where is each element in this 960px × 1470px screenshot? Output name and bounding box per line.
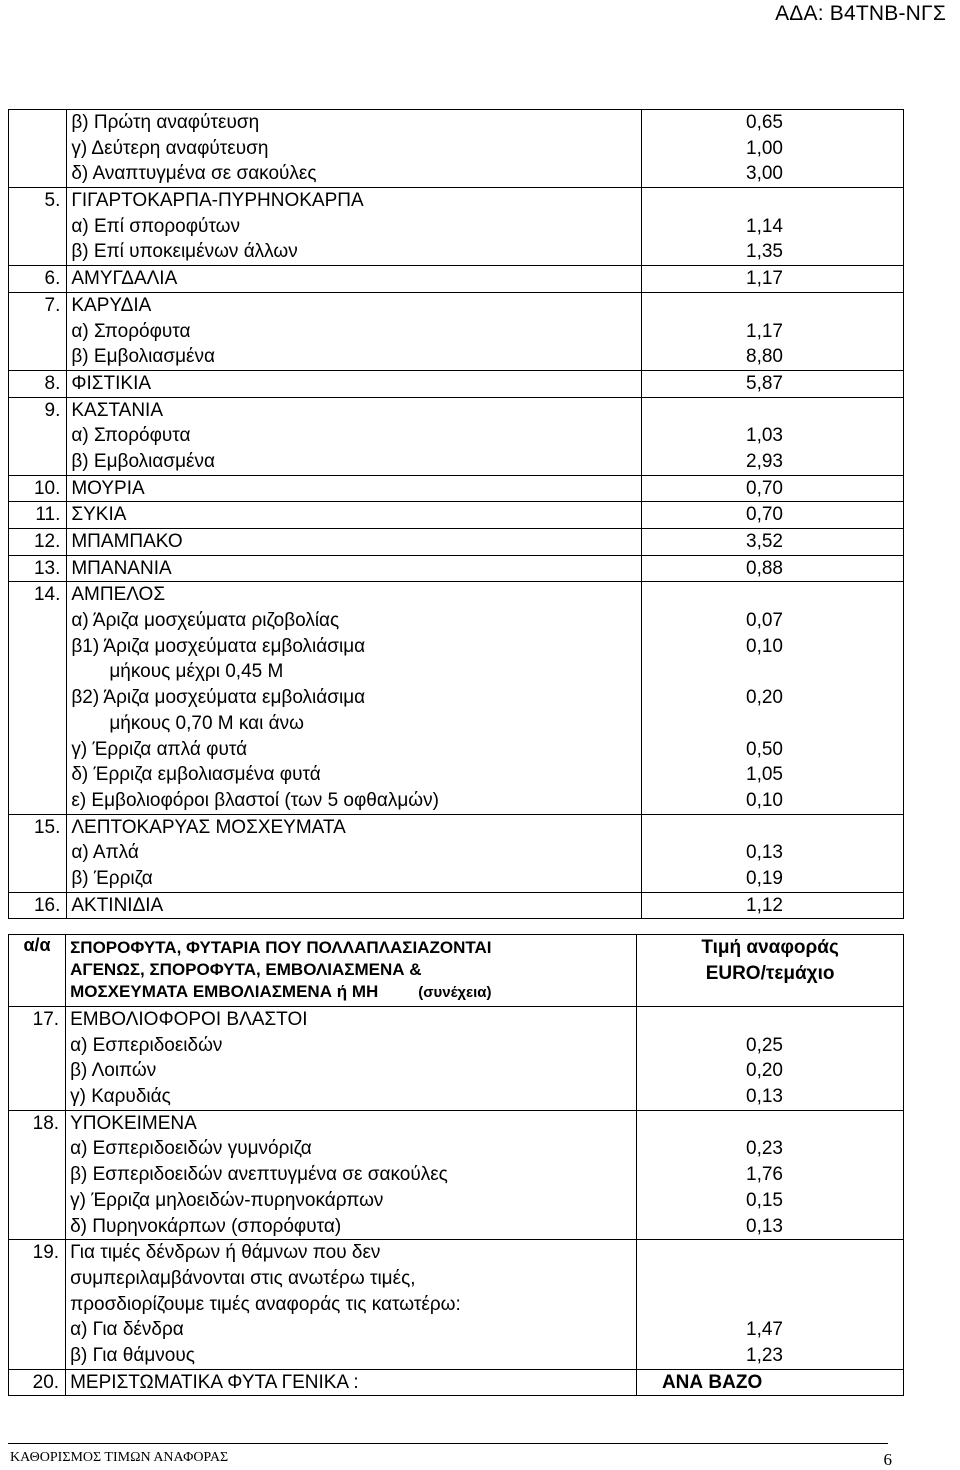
price-value: 0,88 xyxy=(746,557,783,579)
description-line: ΛΕΠΤΟΚΑΡΥΑΣ ΜΟΣΧΕΥΜΑΤΑ xyxy=(71,816,346,838)
table-row xyxy=(9,292,904,370)
header-price-line: Τιμή αναφοράς xyxy=(701,937,839,958)
item-price xyxy=(641,475,903,502)
price-value xyxy=(646,815,783,841)
item-price xyxy=(641,529,903,556)
price-value: 0,20 xyxy=(746,1060,783,1082)
description-line: α) Άριζα μοσχεύματα ριζοβολίας xyxy=(71,610,340,632)
header-number-col: α/α xyxy=(9,935,66,1007)
item-price xyxy=(637,1110,904,1239)
header-price-col xyxy=(637,935,904,1007)
price-value: 1,03 xyxy=(746,425,783,447)
item-number-text: 17. xyxy=(32,1009,60,1030)
price-value xyxy=(646,188,783,214)
item-description xyxy=(66,1007,637,1111)
price-value: 0,65 xyxy=(746,112,783,133)
footer-divider xyxy=(8,1443,888,1444)
item-price xyxy=(641,502,903,529)
description-line: β) Λοιπών xyxy=(70,1060,157,1082)
description-line: β1) Άριζα μοσχεύματα εμβολιάσιμα xyxy=(71,635,366,657)
description-line: δ) Έρριζα εμβολιασμένα φυτά xyxy=(71,764,321,786)
document-code: ΑΔΑ: Β4ΤΝΒ-ΝΓΣ xyxy=(775,2,946,25)
item-price xyxy=(637,1240,904,1369)
table-header-row xyxy=(9,935,904,1007)
description-line: γ) Δεύτερη αναφύτευση xyxy=(71,137,269,159)
item-description xyxy=(67,502,641,529)
item-number-text: 13. xyxy=(33,557,61,579)
header-description-col xyxy=(66,935,637,1007)
table-row xyxy=(9,110,904,188)
description-line: ΜΕΡΙΣΤΩΜΑΤΙΚΑ ΦΥΤΑ ΓΕΝΙΚΑ : xyxy=(70,1371,359,1393)
description-line: ΑΚΤΙΝΙΔΙΑ xyxy=(71,894,164,916)
price-value xyxy=(641,1007,783,1033)
price-value xyxy=(646,711,783,737)
item-number-text: 14. xyxy=(33,584,61,606)
description-line: ΜΠΑΜΠΑΚΟ xyxy=(71,531,183,552)
description-line: β) Εμβολιασμένα xyxy=(71,346,215,368)
description-line: α) Εσπεριδοειδών xyxy=(70,1034,223,1056)
description-line: β) Επί υποκειμένων άλλων xyxy=(71,241,298,263)
item-number xyxy=(9,475,67,502)
item-price xyxy=(641,188,903,266)
description-line: γ) Έρριζα απλά φυτά xyxy=(71,738,248,760)
price-value: 2,93 xyxy=(746,450,783,472)
price-value: 1,14 xyxy=(746,215,783,237)
price-value: 0,15 xyxy=(746,1189,783,1211)
item-price xyxy=(641,110,903,188)
description-line: συμπεριλαμβάνονται στις ανωτέρω τιμές, xyxy=(70,1267,416,1289)
item-price xyxy=(637,1007,904,1111)
description-line: β) Εμβολιασμένα xyxy=(71,450,215,472)
table-row xyxy=(9,529,904,556)
price-value: 0,20 xyxy=(746,687,783,709)
item-number xyxy=(9,292,67,370)
price-value xyxy=(646,293,783,319)
continuation-note: (συνέχεια) xyxy=(418,984,492,1001)
table-row xyxy=(9,475,904,502)
description-line: ΜΟΥΡΙΑ xyxy=(71,477,145,499)
description-line: ΚΑΡΥΔΙΑ xyxy=(71,294,152,316)
description-line: ΚΑΣΤΑΝΙΑ xyxy=(71,399,163,421)
description-line: β) Έρριζα xyxy=(71,867,153,889)
table-row xyxy=(9,266,904,293)
item-number-text: 19. xyxy=(32,1242,60,1264)
item-description xyxy=(67,397,641,475)
description-line: α) Απλά xyxy=(71,842,139,864)
description-line: β) Πρώτη αναφύτευση xyxy=(71,112,260,133)
item-description xyxy=(67,529,641,556)
price-value: 1,47 xyxy=(746,1319,783,1341)
item-number xyxy=(9,266,67,293)
item-price xyxy=(641,397,903,475)
description-line: μήκους 0,70 Μ και άνω xyxy=(109,712,304,734)
price-value: 1,35 xyxy=(746,241,783,263)
item-description xyxy=(67,292,641,370)
item-number xyxy=(9,582,67,814)
description-line: ΓΙΓΑΡΤΟΚΑΡΠΑ-ΠΥΡΗΝΟΚΑΡΠΑ xyxy=(71,190,364,212)
price-value: 1,17 xyxy=(746,320,783,342)
description-line: β) Για θάμνους xyxy=(70,1344,195,1366)
price-value xyxy=(641,1240,783,1266)
footer-title: ΚΑΘΟΡΙΣΜΟΣ ΤΙΜΩΝ ΑΝΑΦΟΡΑΣ xyxy=(10,1450,229,1465)
item-number-text: 8. xyxy=(44,372,61,394)
description-line: ΦΙΣΤΙΚΙΑ xyxy=(71,372,152,394)
price-table-part2 xyxy=(8,934,904,1396)
description-line: Για τιμές δένδρων ή θάμνων που δεν xyxy=(70,1242,381,1264)
table-row xyxy=(9,502,904,529)
price-value: 0,10 xyxy=(746,635,783,657)
price-value: 1,05 xyxy=(746,764,783,786)
description-line: προσδιορίζουμε τιμές αναφοράς τις κατωτέρω: xyxy=(70,1293,461,1315)
item-description xyxy=(67,110,641,188)
price-value: 3,00 xyxy=(746,163,783,185)
item-description xyxy=(67,892,641,919)
header-desc-text: ΜΟΣΧΕΥΜΑΤΑ ΕΜΒΟΛΙΑΣΜΕΝΑ ή ΜΗ xyxy=(70,982,379,1001)
item-description xyxy=(67,814,641,892)
price-value: 0,07 xyxy=(746,610,783,632)
item-number-text: 20. xyxy=(32,1371,60,1393)
item-description xyxy=(66,1369,637,1396)
item-description xyxy=(67,582,641,814)
price-value: 0,13 xyxy=(746,1215,783,1237)
item-price xyxy=(641,814,903,892)
price-value: 8,80 xyxy=(746,346,783,368)
item-number xyxy=(9,1007,66,1111)
price-value: 0,70 xyxy=(746,504,783,526)
item-number-text: 18. xyxy=(32,1112,60,1134)
table-row xyxy=(9,582,904,814)
price-value: 0,70 xyxy=(746,477,783,499)
description-line: α) Για δένδρα xyxy=(70,1319,184,1341)
item-description xyxy=(67,555,641,582)
table-row xyxy=(9,1007,904,1111)
description-line: δ) Αναπτυγμένα σε σακούλες xyxy=(71,163,317,185)
description-line: α) Επί σποροφύτων xyxy=(71,215,241,237)
price-value xyxy=(646,659,783,685)
table-row xyxy=(9,1240,904,1369)
item-number xyxy=(9,397,67,475)
item-number xyxy=(9,529,67,556)
price-value xyxy=(641,1266,783,1292)
table-row xyxy=(9,892,904,919)
header-desc-line xyxy=(70,981,632,1004)
price-value xyxy=(646,398,783,424)
description-line: ΥΠΟΚΕΙΜΕΝΑ xyxy=(70,1112,197,1134)
price-value: 1,12 xyxy=(746,894,783,916)
price-value: ΑΝΑ ΒΑΖΟ xyxy=(661,1371,763,1393)
description-line: γ) Έρριζα μηλοειδών-πυρηνοκάρπων xyxy=(70,1189,384,1211)
price-value: 0,10 xyxy=(746,789,783,811)
price-value xyxy=(646,582,783,608)
header-desc-line: ΑΓΕΝΩΣ, ΣΠΟΡΟΦΥΤΑ, ΕΜΒΟΛΙΑΣΜΕΝΑ & xyxy=(70,960,422,979)
description-line: ε) Εμβολιοφόροι βλαστοί (των 5 οφθαλμών) xyxy=(71,789,439,811)
description-line: α) Σπορόφυτα xyxy=(71,320,191,342)
item-description xyxy=(67,266,641,293)
item-price xyxy=(641,555,903,582)
table-row xyxy=(9,814,904,892)
item-price xyxy=(641,582,903,814)
item-price xyxy=(637,1369,904,1396)
description-line: ΑΜΥΓΔΑΛΙΑ xyxy=(71,268,178,290)
price-value: 0,25 xyxy=(746,1034,783,1056)
price-value: 1,00 xyxy=(746,137,783,159)
item-number xyxy=(9,1240,66,1369)
description-line: μήκους μέχρι 0,45 Μ xyxy=(109,661,284,683)
item-number-text: 10. xyxy=(33,477,61,499)
item-number xyxy=(9,1110,66,1239)
item-number-text: 16. xyxy=(33,894,61,916)
description-line: ΑΜΠΕΛΟΣ xyxy=(71,584,166,606)
description-line: β2) Άριζα μοσχεύματα εμβολιάσιμα xyxy=(71,687,366,709)
item-number xyxy=(9,814,67,892)
description-line: β) Εσπεριδοειδών ανεπτυγμένα σε σακούλες xyxy=(70,1164,448,1186)
price-table-part1 xyxy=(8,109,904,919)
item-price xyxy=(641,370,903,397)
item-description xyxy=(67,475,641,502)
item-number-text: 11. xyxy=(35,504,61,526)
item-number-text: 5. xyxy=(44,190,61,212)
item-number xyxy=(9,892,67,919)
item-number-text: 15. xyxy=(33,816,61,838)
table-row xyxy=(9,1369,904,1396)
description-line: α) Εσπεριδοειδών γυμνόριζα xyxy=(70,1138,312,1160)
item-number xyxy=(9,110,67,188)
item-description xyxy=(66,1240,637,1369)
item-number xyxy=(9,555,67,582)
price-value: 1,76 xyxy=(746,1164,783,1186)
description-line: ΕΜΒΟΛΙΟΦΟΡΟΙ ΒΛΑΣΤΟΙ xyxy=(70,1009,308,1030)
price-value: 0,13 xyxy=(746,1086,783,1108)
price-value: 1,17 xyxy=(746,268,783,290)
item-number-text: 9. xyxy=(44,399,61,421)
item-number-text: 6. xyxy=(44,268,61,290)
description-line: δ) Πυρηνοκάρπων (σπορόφυτα) xyxy=(70,1215,342,1237)
table-row xyxy=(9,555,904,582)
price-value xyxy=(641,1292,783,1318)
item-number xyxy=(9,502,67,529)
item-description xyxy=(66,1110,637,1239)
item-price xyxy=(641,892,903,919)
table-row xyxy=(9,188,904,266)
table-row xyxy=(9,397,904,475)
item-number-text: 7. xyxy=(44,294,61,316)
price-value: 0,23 xyxy=(746,1138,783,1160)
item-number-text: 12. xyxy=(33,531,61,552)
page-number: 6 xyxy=(883,1450,892,1469)
description-line: α) Σπορόφυτα xyxy=(71,425,191,447)
header-price-line: EURO/τεμάχιο xyxy=(705,963,835,984)
price-value: 5,87 xyxy=(746,372,783,394)
price-value: 0,50 xyxy=(746,738,783,760)
table-row xyxy=(9,1110,904,1239)
item-number-text xyxy=(13,110,60,136)
description-line: ΜΠΑΝΑΝΙΑ xyxy=(71,557,172,579)
item-price xyxy=(641,266,903,293)
header-desc-line: ΣΠΟΡΟΦΥΤΑ, ΦΥΤΑΡΙΑ ΠΟΥ ΠΟΛΛΑΠΛΑΣΙΑΖΟΝΤΑΙ xyxy=(70,938,492,957)
price-value: 1,23 xyxy=(746,1344,783,1366)
price-value: 0,19 xyxy=(746,867,783,889)
price-value: 0,13 xyxy=(746,842,783,864)
price-value: 3,52 xyxy=(746,531,783,552)
item-description xyxy=(67,370,641,397)
item-number xyxy=(9,188,67,266)
price-value xyxy=(641,1111,783,1137)
table-row xyxy=(9,370,904,397)
item-number xyxy=(9,370,67,397)
description-line: ΣΥΚΙΑ xyxy=(71,504,127,526)
item-number xyxy=(9,1369,66,1396)
item-price xyxy=(641,292,903,370)
description-line: γ) Καρυδιάς xyxy=(70,1086,171,1108)
item-description xyxy=(67,188,641,266)
